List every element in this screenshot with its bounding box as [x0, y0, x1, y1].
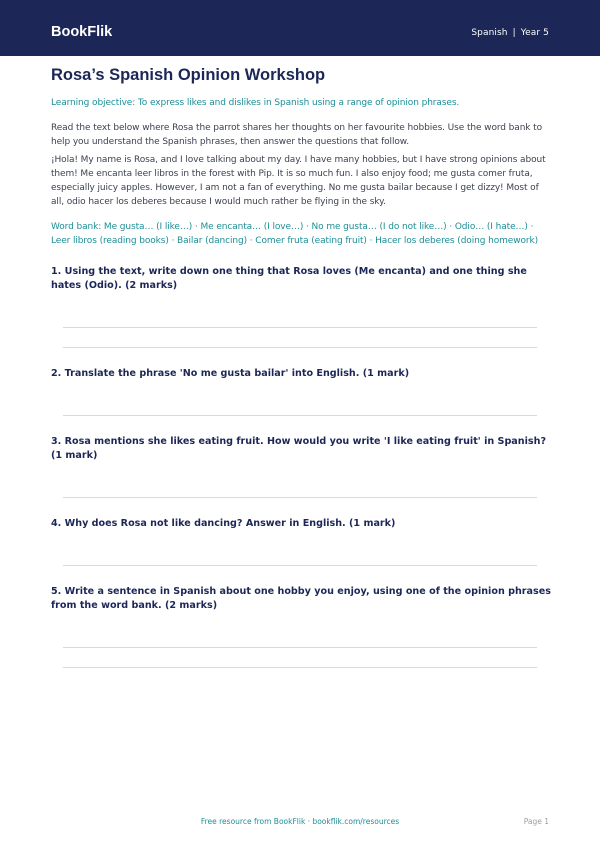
- answer-line[interactable]: [63, 497, 537, 498]
- question-5: 5. Write a sentence in Spanish about one hobby you enjoy, using one of the opinion phrases from the word bank. (2 marks): [51, 586, 551, 611]
- subject-label: Spanish: [471, 28, 508, 38]
- subject-year-label: [471, 26, 549, 40]
- answer-line[interactable]: [63, 565, 537, 566]
- question-1: 1. Using the text, write down one thing that Rosa loves (Me encanta) and one thing she hates (Odio). (2 marks): [51, 266, 527, 291]
- story-passage: ¡Hola! My name is Rosa, and I love talking about my day. I have many hobbies, but I have strong opinions about them! Me encanta leer libros in the forest with Pip. It is so much fun. I also enjoy food; me gusta comer fruta, especially juicy apples. However, I am not a fan of everything. No me gusta bailar because I get dizzy! Most of all, odio hacer los deberes because I would much rather be flying in the sky.: [51, 155, 546, 207]
- word-bank: Word bank: Me gusta… (I like…) · Me encanta… (I love…) · No me gusta… (I do not like…) · Odio… (I hate…) · Leer libros (reading books) · Bailar (dancing) · Comer fruta (eating fruit) · Hacer los deberes (doing homework): [51, 222, 539, 246]
- answer-line[interactable]: [63, 415, 537, 416]
- answer-line[interactable]: [63, 647, 537, 648]
- header-separator: |: [512, 28, 516, 38]
- answer-line[interactable]: [63, 347, 537, 348]
- page-number: Page 1: [523, 817, 549, 826]
- brand-logo-text[interactable]: BookFlik: [51, 24, 113, 40]
- year-label: Year 5: [520, 28, 549, 38]
- footer-credit[interactable]: Free resource from BookFlik · bookflik.com/resources: [200, 817, 400, 826]
- question-4: 4. Why does Rosa not like dancing? Answer in English. (1 mark): [51, 518, 396, 529]
- top-header-bar: [0, 0, 600, 56]
- answer-line[interactable]: [63, 327, 537, 328]
- instructions-text: Read the text below where Rosa the parrot shares her thoughts on her favourite hobbies. Use the word bank to help you understand the Spanish phrases, then answer the questions that follow.: [51, 123, 543, 147]
- answer-line[interactable]: [63, 667, 537, 668]
- question-3: 3. Rosa mentions she likes eating fruit. How would you write 'I like eating fruit' in Spanish? (1 mark): [51, 436, 547, 461]
- question-2: 2. Translate the phrase 'No me gusta bailar' into English. (1 mark): [51, 368, 410, 379]
- learning-objective: Learning objective: To express likes and dislikes in Spanish using a range of opinion phrases.: [51, 98, 460, 108]
- worksheet-title: Rosa’s Spanish Opinion Workshop: [51, 66, 326, 84]
